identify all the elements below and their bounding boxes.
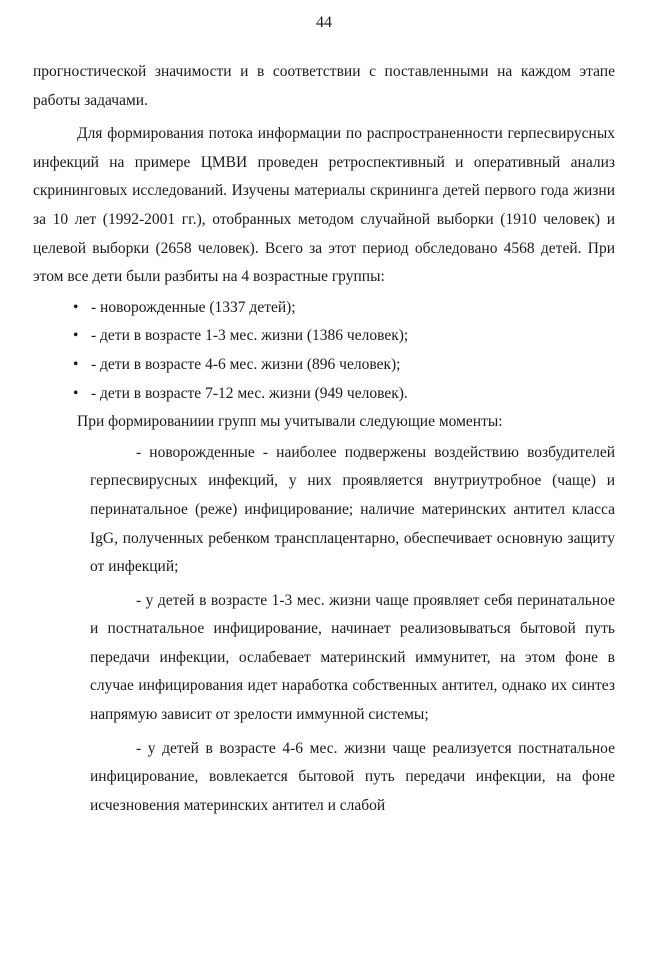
list-item-text: - новорожденные (1337 детей); — [91, 298, 296, 316]
detail-paragraph: - новорожденные - наиболее подвержены воздействию возбудителей герпесвирусных инфекций, у них проявляется внутриутробное (чаще) и перинатальное (реже) инфицирование; наличие материнских антител класса IgG, полученных ребенком трансплацентарно, обеспечивает основную защиту от инфекций; — [90, 443, 615, 576]
list-item-text: - дети в возрасте 1-3 мес. жизни (1386 человек); — [91, 327, 409, 345]
bullet-icon: • — [73, 384, 79, 402]
bullet-icon: • — [73, 327, 79, 345]
methods-paragraph: Для формирования потока информации по распространенности герпесвирусных инфекций на примере ЦМВИ проведен ретроспективный и оперативный анализ скрининговых исследований. Изучены материалы скрининга детей первого года жизни за 10 лет (1992-2001 гг.), отобранных методом случайной выборки (1910 человек) и целевой выборки (2658 человек). Всего за этот период обследовано 4568 детей. При этом все дети были разбиты на 4 возрастные группы: — [33, 125, 615, 286]
detail-paragraph: - у детей в возрасте 1-3 мес. жизни чаще проявляет себя перинатальное и постнатальное инфицирование, начинает реализовываться бытовой путь передачи инфекции, ослабевает материнский иммунитет, на этом фоне в случае инфицирования идет наработка собственных антител, однако их синтез напрямую зависит от зрелости иммунной системы; — [90, 591, 615, 724]
page-body — [33, 58, 615, 820]
list-item — [33, 351, 615, 380]
list-item-text: - дети в возрасте 4-6 мес. жизни (896 человек); — [91, 355, 401, 373]
group-details — [33, 439, 615, 821]
bullet-icon: • — [73, 355, 79, 373]
list-item — [33, 380, 615, 409]
list-item-text: - дети в возрасте 7-12 мес. жизни (949 человек). — [91, 384, 408, 402]
list-item — [33, 294, 615, 323]
grouping-paragraph: При формированиии групп мы учитывали следующие моменты: — [77, 413, 503, 431]
list-item — [33, 322, 615, 351]
detail-paragraph: - у детей в возрасте 4-6 мес. жизни чаще реализуется постнатальное инфицирование, вовлекается бытовой путь передачи инфекции, на фоне исчезновения материнских антител и слабой — [90, 739, 615, 814]
bullet-icon: • — [73, 298, 79, 316]
page-number: 44 — [316, 14, 332, 31]
age-groups-list — [33, 294, 615, 408]
intro-paragraph: прогностической значимости и в соответствии с поставленными на каждом этапе работы задачами. — [33, 63, 615, 109]
